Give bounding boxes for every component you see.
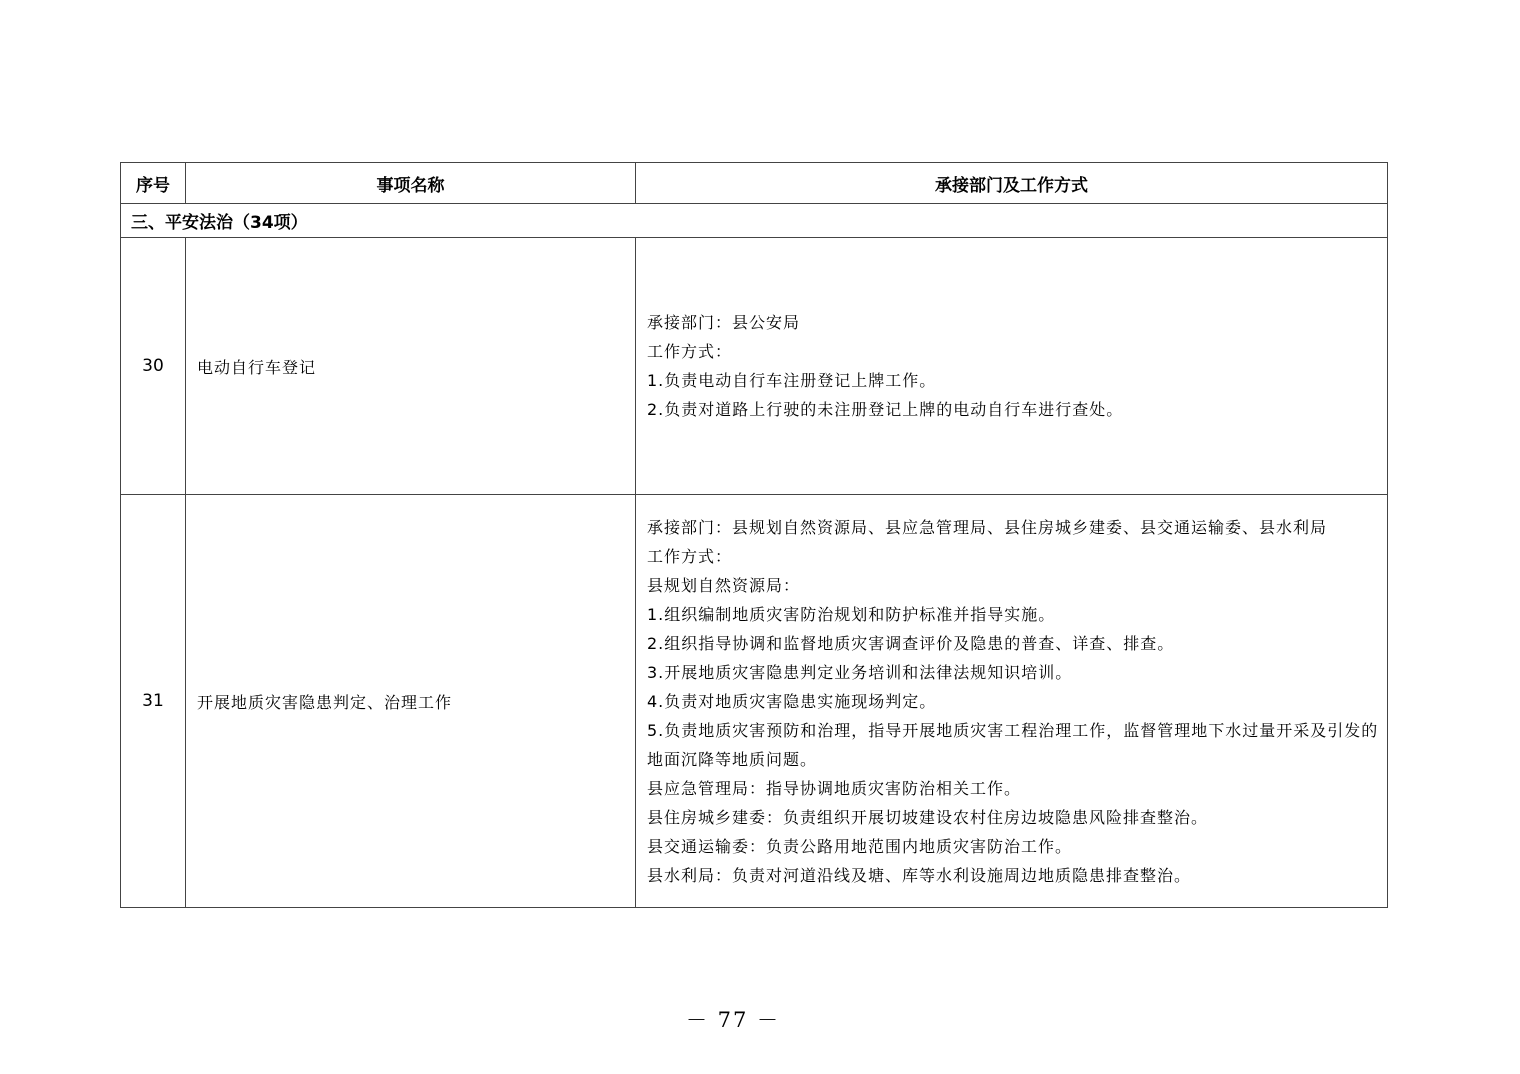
detail-line: 工作方式： — [647, 546, 733, 566]
detail-line: 1.负责电动自行车注册登记上牌工作。 — [647, 371, 937, 390]
row-item-name: 开展地质灾害隐患判定、治理工作 — [186, 495, 636, 908]
table-row — [121, 238, 1388, 495]
detail-line: 承接部门：县公安局 — [647, 313, 801, 332]
detail-line: 4.负责对地质灾害隐患实施现场判定。 — [647, 691, 937, 711]
detail-line: 承接部门：县规划自然资源局、县应急管理局、县住房城乡建委、县交通运输委、县水利局 — [647, 517, 1328, 537]
detail-line: 1.组织编制地质灾害防治规划和防护标准并指导实施。 — [647, 604, 1056, 624]
detail-line: 县住房城乡建委：负责组织开展切坡建设农村住房边坡隐患风险排查整治。 — [647, 807, 1209, 827]
detail-line: 3.开展地质灾害隐患判定业务培训和法律法规知识培训。 — [647, 662, 1073, 682]
header-seq: 序号 — [121, 163, 186, 204]
detail-line: 工作方式： — [647, 342, 733, 361]
detail-line: 2.负责对道路上行驶的未注册登记上牌的电动自行车进行查处。 — [647, 400, 1124, 419]
header-item-name: 事项名称 — [186, 163, 636, 204]
detail-line: 县水利局：负责对河道沿线及塘、库等水利设施周边地质隐患排查整治。 — [647, 865, 1192, 885]
row-details — [636, 495, 1388, 908]
table-header-row — [121, 163, 1388, 204]
page-number: － 77 － — [685, 1008, 781, 1032]
detail-line: 县规划自然资源局： — [647, 575, 801, 595]
row-seq: 31 — [121, 495, 186, 908]
detail-line: 县交通运输委：负责公路用地范围内地质灾害防治工作。 — [647, 836, 1073, 856]
matters-table — [120, 162, 1388, 908]
detail-line: 2.组织指导协调和监督地质灾害调查评价及隐患的普查、详查、排查。 — [647, 633, 1175, 653]
detail-line: 5.负责地质灾害预防和治理，指导开展地质灾害工程治理工作，监督管理地下水过量开采及引发的地面沉降等地质问题。 — [647, 720, 1379, 769]
header-dept-method: 承接部门及工作方式 — [636, 163, 1388, 204]
section-row — [121, 204, 1388, 238]
row-item-name: 电动自行车登记 — [186, 238, 636, 495]
detail-line: 县应急管理局：指导协调地质灾害防治相关工作。 — [647, 778, 1022, 798]
row-seq: 30 — [121, 238, 186, 495]
row-details — [636, 238, 1388, 495]
section-title: 三、平安法治（34项） — [121, 204, 1388, 238]
table-row — [121, 495, 1388, 908]
